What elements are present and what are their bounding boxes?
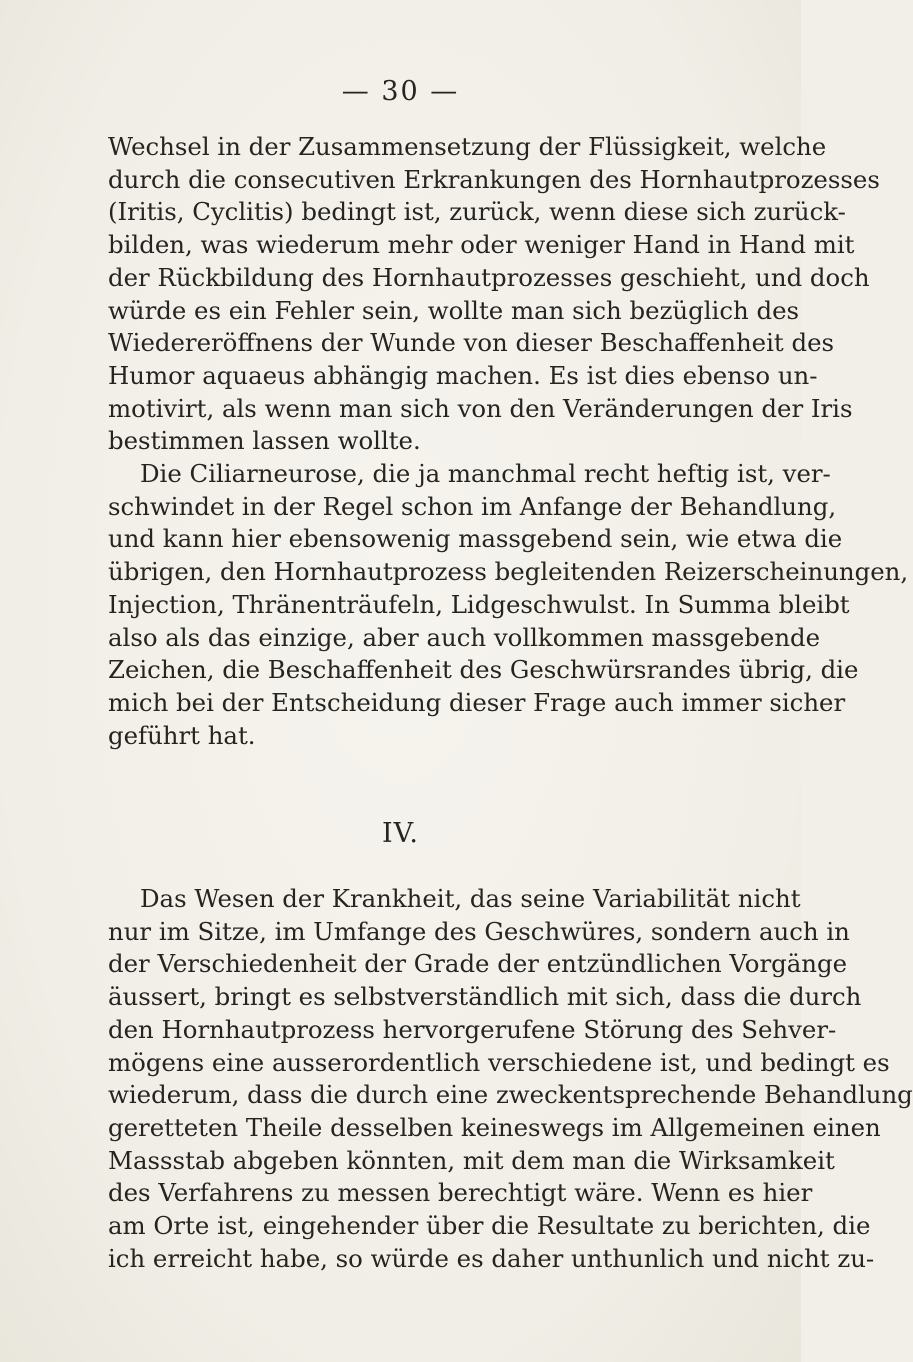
text-line: geführt hat. [108, 720, 256, 750]
text-line: mich bei der Entscheidung dieser Frage auch immer sicher [108, 687, 846, 717]
text-line: Injection, Thränenträufeln, Lidgeschwulst. In Summa bleibt [108, 589, 850, 619]
text-line: Wechsel in der Zusammensetzung der Flüssigkeit, welche [108, 132, 827, 161]
text-line: äussert, bringt es selbstverständlich mit sich, dass die durch [108, 982, 862, 1012]
text-line: Wiedereröffnens der Wunde von dieser Beschaffenheit des [108, 328, 835, 358]
page-number: — 30 — [341, 76, 460, 107]
paragraph-block-2 [108, 883, 913, 1275]
text-line: mögens eine ausserordentlich verschiedene ist, und bedingt es [108, 1047, 890, 1077]
text-line: der Rückbildung des Hornhautprozesses geschieht, und doch [108, 262, 870, 292]
paragraph-block-1 [108, 131, 909, 752]
text-line: Massstab abgeben könnten, mit dem man die Wirksamkeit [108, 1145, 835, 1175]
text-line: würde es ein Fehler sein, wollte man sich bezüglich des [108, 295, 800, 325]
text-line: bilden, was wiederum mehr oder weniger Hand in Hand mit [108, 230, 855, 260]
text-line: also als das einzige, aber auch vollkommen massgebende [108, 622, 821, 652]
text-line: Humor aquaeus abhängig machen. Es ist dies ebenso un- [108, 360, 818, 390]
text-line: ich erreicht habe, so würde es daher unthunlich und nicht zu- [108, 1243, 875, 1273]
text-line: Die Ciliarneurose, die ja manchmal recht heftig ist, ver- [140, 459, 831, 489]
text-line: am Orte ist, eingehender über die Resultate zu berichten, die [108, 1211, 871, 1241]
text-line: (Iritis, Cyclitis) bedingt ist, zurück, wenn diese sich zurück- [108, 197, 846, 227]
text-line: wiederum, dass die durch eine zweckentsprechende Behandlung [108, 1080, 913, 1110]
text-line: motivirt, als wenn man sich von den Veränderungen der Iris [108, 393, 853, 423]
section-heading: IV. [381, 818, 420, 849]
text-line: den Hornhautprozess hervorgerufene Störung des Sehver- [108, 1014, 837, 1044]
text-line: des Verfahrens zu messen berechtigt wäre. Wenn es hier [108, 1178, 813, 1208]
text-line: Das Wesen der Krankheit, das seine Variabilität nicht [140, 884, 801, 913]
text-line: und kann hier ebensowenig massgebend sein, wie etwa die [108, 524, 843, 554]
text-line: übrigen, den Hornhautprozess begleitenden Reizerscheinungen, [108, 557, 909, 587]
text-line: bestimmen lassen wollte. [108, 426, 421, 456]
text-line: der Verschiedenheit der Grade der entzündlichen Vorgänge [108, 949, 848, 979]
text-line: geretteten Theile desselben keineswegs im Allgemeinen einen [108, 1112, 881, 1142]
text-line: durch die consecutiven Erkrankungen des Hornhautprozesses [108, 164, 880, 194]
text-line: nur im Sitze, im Umfange des Geschwüres, sondern auch in [108, 916, 850, 946]
text-line: schwindet in der Regel schon im Anfange der Behandlung, [108, 491, 837, 521]
text-line: Zeichen, die Beschaffenheit des Geschwürsrandes übrig, die [108, 655, 859, 685]
